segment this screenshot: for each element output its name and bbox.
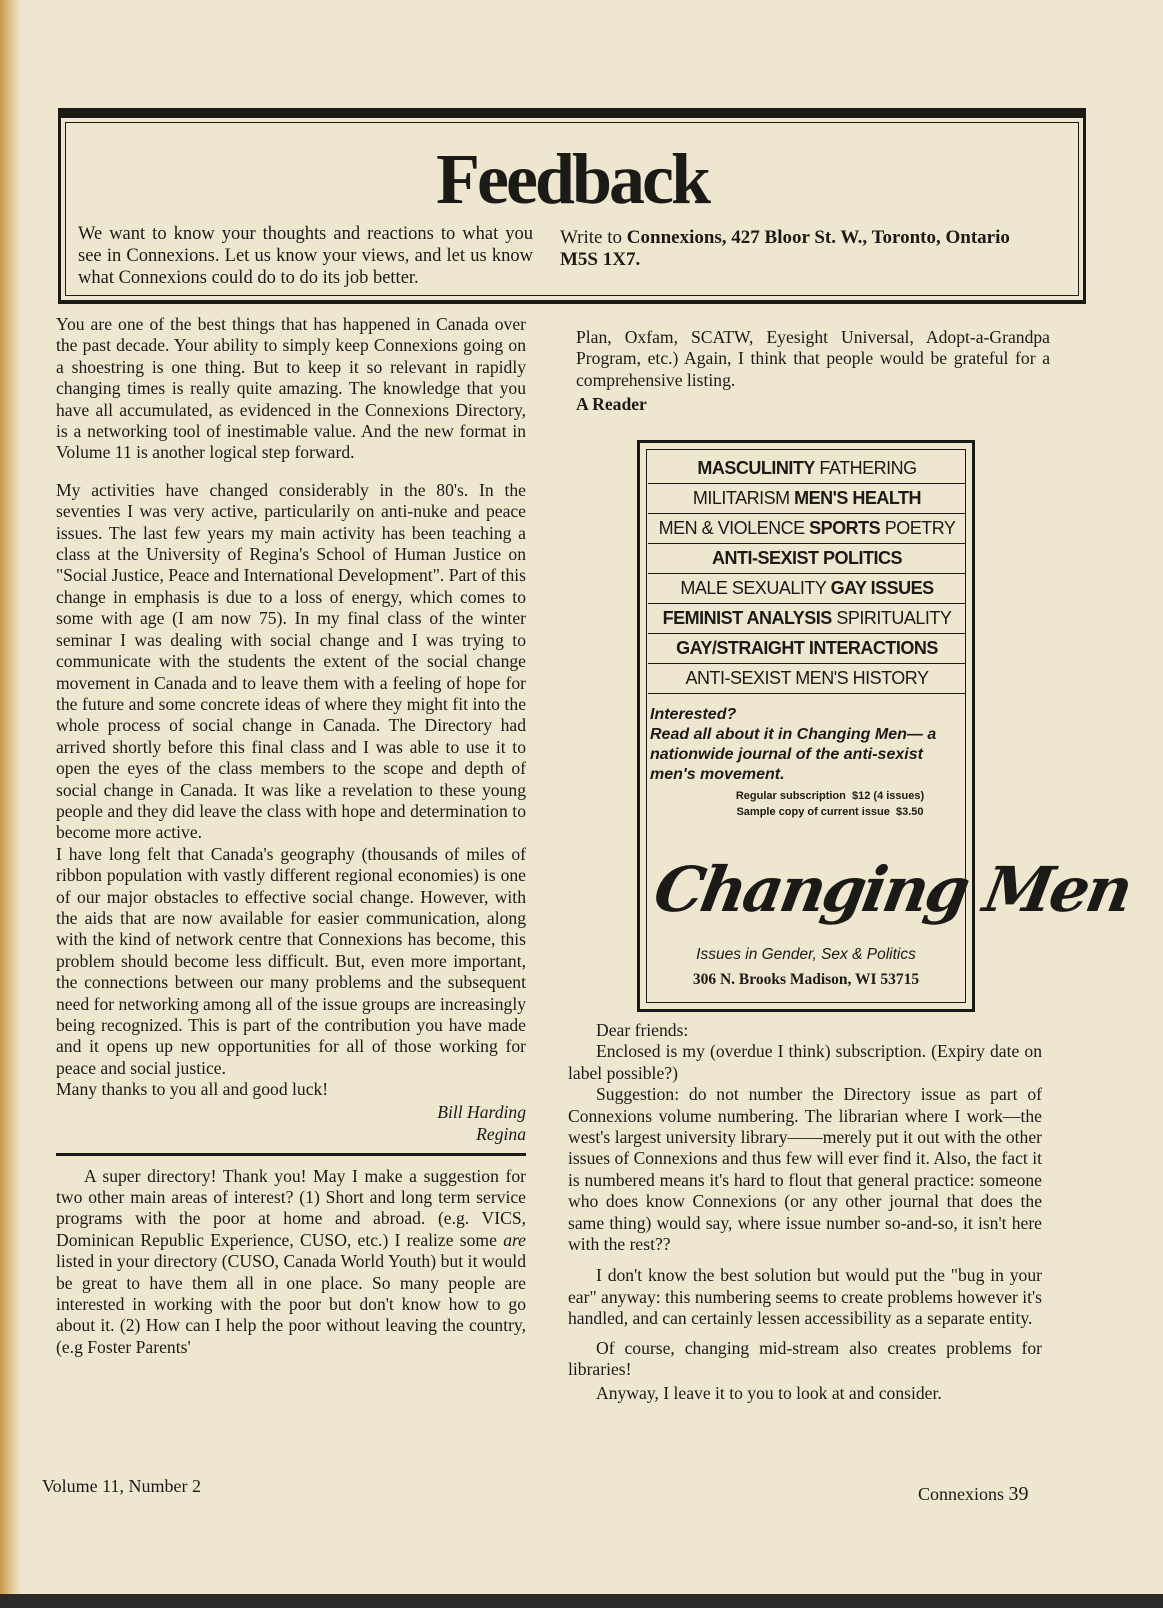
signature-name: Bill Harding <box>437 1101 526 1122</box>
page-number: 39 <box>1008 1483 1029 1505</box>
ad-topic: MASCULINITY <box>697 458 815 478</box>
letter2-pre: A super directory! Thank you! May I make a suggestion for two other main areas of interest? (1) Short and long term service programs with the poor at home and abroad. (e.g. VICS, Dominican Republic Experience, CUSO, etc.) I realize some <box>56 1165 526 1250</box>
ad-promo <box>650 705 966 785</box>
contact-address: Connexions, 427 Bloor St. W., Toronto, Ontario M5S 1X7. <box>560 227 1010 270</box>
header-contact <box>560 227 1025 271</box>
ad-sample-line <box>700 804 960 820</box>
changing-men-logo <box>646 829 1136 939</box>
sub-label: Regular subscription <box>735 790 846 802</box>
feedback-header-box <box>58 108 1086 304</box>
letter2-post: listed in your directory (CUSO, Canada World Youth) but it would be great to have them all in one place. So many people are interested in working with the poor but don't know how to go about it. (2) How can I help the poor without leaving the country, (e.g Foster Parents' <box>56 1251 526 1357</box>
header-intro: We want to know your thoughts and reactions to what you see in Connexions. Let us know your views, and let us know what Connexions could do to do its job better. <box>78 224 533 288</box>
letter2-body <box>56 1166 526 1359</box>
footer-magazine: Connexions <box>918 1484 1005 1504</box>
letter3-p3: I don't know the best solution but would put the "bug in your ear" anyway: this numbering seems to create problems however it's handled, and can certainly lessen accessibility as a separate entity. <box>568 1265 1043 1329</box>
ad-topic: GAY/STRAIGHT INTERACTIONS <box>676 638 938 658</box>
signature-place: Regina <box>476 1123 526 1144</box>
changing-men-advertisement <box>637 440 1136 1012</box>
letter3-p2: Suggestion: do not number the Directory issue as part of Connexions volume numbering. The librarian where I work—the west's largest university library——merely put it out with the other issues of Connexions and thus few will ever find it. Also, the fact it is numbered means it's hard to flout that general practice: someone who does know Connexions (or any other journal that does the same thing) would say, where issue number so-and-so, it isn't here with the rest?? <box>568 1084 1042 1255</box>
ad-topic: GAY ISSUES <box>830 578 934 598</box>
ad-topic: MEN'S HEALTH <box>794 488 922 508</box>
letter1-p1: You are one of the best things that has happened in Canada over the past decade. Your ability to simply keep Connexions going on a shoestring is one thing. But to keep it so relevant in rapidly changing times is really quite amazing. The knowledge that you have all accumulated, as evidenced in the Connexions Directory, is a networking tool of inestimable value. And the new format in Volume 11 is another logical step forward. <box>56 314 526 463</box>
logo-text: Changing Men <box>648 852 1136 926</box>
ad-topic-line <box>648 603 966 634</box>
ad-interested: Interested? <box>650 706 737 723</box>
letter1-p3: I have long felt that Canada's geography (thousands of miles of ribbon population with vastly different regional economies) is one of our major obstacles to effective social change. However, with the aids that are now available for easier communication, along with the kind of network centre that Connexions has become, this problem should become less difficult. But, even more important, the connections between our many problems and the subsequent need for networking among all of the issue groups are increasingly being recognized. This is part of the contribution you have made and it opens up new opportunities for all of those working for peace and social justice. <box>56 843 527 1078</box>
ad-topic: ANTI-SEXIST MEN'S HISTORY <box>685 668 929 688</box>
letter2-emphasis: are <box>503 1229 526 1250</box>
ad-topic: SPORTS <box>809 518 881 538</box>
footer-page <box>918 1483 1029 1506</box>
ad-topic-line <box>648 543 966 574</box>
page-title: Feedback <box>436 139 708 219</box>
ad-topic: MEN & VIOLENCE <box>658 518 805 538</box>
sub-price: $12 (4 issues) <box>852 790 925 802</box>
ad-topic-line <box>648 483 966 514</box>
footer-volume: Volume 11, Number 2 <box>42 1476 201 1496</box>
left-column <box>56 314 526 1358</box>
ad-subscription-line <box>700 788 960 804</box>
page-binding-shadow <box>0 0 22 1608</box>
ad-topic-line <box>648 573 966 604</box>
ad-tagline: Issues in Gender, Sex & Politics <box>696 946 916 963</box>
right-column-top <box>576 327 1050 416</box>
letter2-continued: Plan, Oxfam, SCATW, Eyesight Universal, Adopt-a-Grandpa Program, etc.) Again, I think that people would be grateful for a comprehensive listing. <box>576 327 1050 390</box>
ad-address: 306 N. Brooks Madison, WI 53715 <box>692 971 920 988</box>
letter2-signature: A Reader <box>576 394 647 415</box>
right-column-bottom <box>568 1020 1042 1404</box>
letter3-p1: Enclosed is my (overdue I think) subscription. (Expiry date on label possible?) <box>568 1041 1042 1083</box>
ad-topic: SPIRITUALITY <box>836 608 952 628</box>
letter3-p5: Anyway, I leave it to you to look at and consider. <box>596 1382 942 1403</box>
sample-price: $3.50 <box>896 806 924 818</box>
ad-topic-line <box>648 663 966 694</box>
ad-topic: ANTI-SEXIST POLITICS <box>711 548 902 568</box>
ad-pricing <box>700 788 960 820</box>
letter-divider <box>56 1153 526 1156</box>
ad-topic-line <box>648 513 966 544</box>
ad-promo-text: Read all about it in Changing Men— a nationwide journal of the anti-sexist men's movement. <box>650 726 937 783</box>
letter3-salutation: Dear friends: <box>596 1020 689 1040</box>
ad-topic: FATHERING <box>819 458 917 478</box>
ad-topic: MILITARISM <box>692 488 790 508</box>
sample-label: Sample copy of current issue <box>736 806 890 818</box>
ad-topic-line <box>648 453 966 484</box>
letter1-p4: Many thanks to you all and good luck! <box>56 1079 329 1100</box>
letter1-p2: My activities have changed considerably in the 80's. In the seventies I was very active, particularily on anti-nuke and peace issues. The last few years my main activity has been teaching a class at the University of Regina's School of Human Justice on "Social Justice, Peace and International Development". Part of this change in emphasis is due to a loss of energy, which comes to some with age (I am now 75). In my final class of the winter seminar I was dealing with social change and I was trying to communicate with the students the extent of the social change movement in Canada and to leave them with a feeling of hope for the future and some concrete ideas of where they might fit into the whole process of social change in Canada. The Directory had arrived shortly before this final class and I was able to use it to open the eyes of the class members to the scope and depth of social change in Canada. It was like a revelation to these young people and they did leave the class with hope and determination to become more active. <box>56 479 526 843</box>
letter3-p4: Of course, changing mid-stream also creates problems for libraries! <box>568 1337 1042 1380</box>
ad-topic-line <box>648 633 966 664</box>
header-inner-frame <box>65 122 1079 296</box>
ad-topic: POETRY <box>884 518 956 538</box>
write-prefix: Write to <box>560 227 627 248</box>
ad-topic: MALE SEXUALITY <box>680 578 827 598</box>
ad-topic: FEMINIST ANALYSIS <box>662 608 832 628</box>
scan-bottom-edge <box>0 1594 1163 1608</box>
